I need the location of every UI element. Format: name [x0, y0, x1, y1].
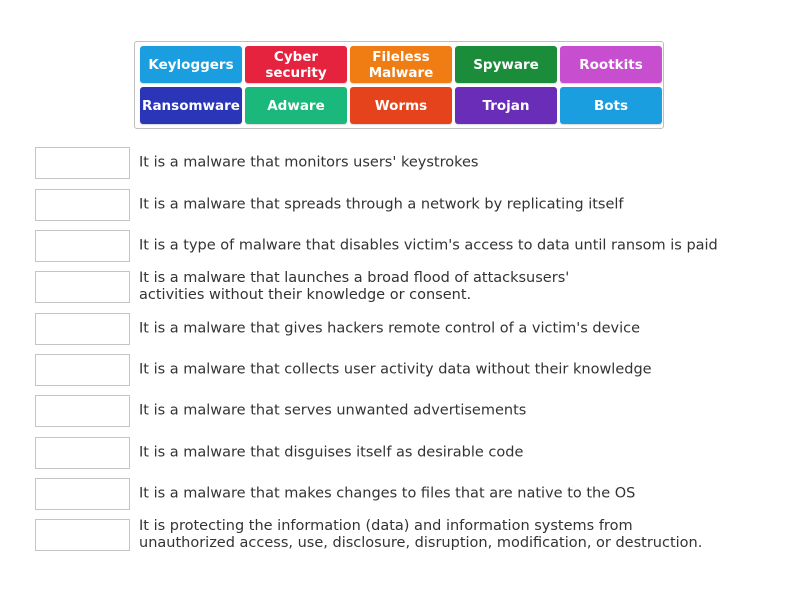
description-text: It is a malware that monitors users' keystrokes [139, 154, 479, 171]
match-row [35, 437, 755, 469]
match-row [35, 395, 755, 427]
drop-slot[interactable] [35, 313, 130, 345]
description-text: It is a malware that collects user activity data without their knowledge [139, 361, 652, 378]
match-row [35, 271, 755, 303]
description-text: It is a malware that makes changes to files that are native to the OS [139, 485, 636, 502]
description-text: It is a malware that disguises itself as desirable code [139, 444, 524, 461]
description-text: It is a malware that serves unwanted advertisements [139, 402, 527, 419]
tile-worms[interactable]: Worms [350, 87, 452, 124]
drop-slot[interactable] [35, 271, 130, 303]
word-bank [134, 41, 664, 129]
match-row [35, 189, 755, 221]
drop-slot[interactable] [35, 519, 130, 551]
match-row [35, 147, 755, 179]
tile-rootkits[interactable]: Rootkits [560, 46, 662, 83]
drop-slot[interactable] [35, 395, 130, 427]
match-row [35, 354, 755, 386]
drop-slot[interactable] [35, 478, 130, 510]
match-row [35, 478, 755, 510]
description-text: It is a malware that spreads through a network by replicating itself [139, 196, 624, 213]
drop-slot[interactable] [35, 437, 130, 469]
description-text: It is a type of malware that disables victim's access to data until ransom is paid [139, 237, 718, 254]
tile-ransomware[interactable]: Ransomware [140, 87, 242, 124]
match-row [35, 313, 755, 345]
tile-cyber-security[interactable]: Cyber security [245, 46, 347, 83]
tile-fileless-malware[interactable]: Fileless Malware [350, 46, 452, 83]
description-text: It is a malware that gives hackers remote control of a victim's device [139, 320, 641, 337]
drop-slot[interactable] [35, 230, 130, 262]
drop-slot[interactable] [35, 354, 130, 386]
tile-adware[interactable]: Adware [245, 87, 347, 124]
drop-slot[interactable] [35, 189, 130, 221]
tile-keyloggers[interactable]: Keyloggers [140, 46, 242, 83]
description-text: It is a malware that launches a broad flood of attacksusers' activities without their knowledge or consent. [139, 270, 570, 303]
match-row [35, 230, 755, 262]
tile-spyware[interactable]: Spyware [455, 46, 557, 83]
drop-slot[interactable] [35, 147, 130, 179]
tile-bots[interactable]: Bots [560, 87, 662, 124]
match-row [35, 519, 755, 551]
tile-trojan[interactable]: Trojan [455, 87, 557, 124]
description-text: It is protecting the information (data) and information systems from unauthorized access, use, disclosure, disruption, modification, or destruction. [139, 518, 703, 551]
